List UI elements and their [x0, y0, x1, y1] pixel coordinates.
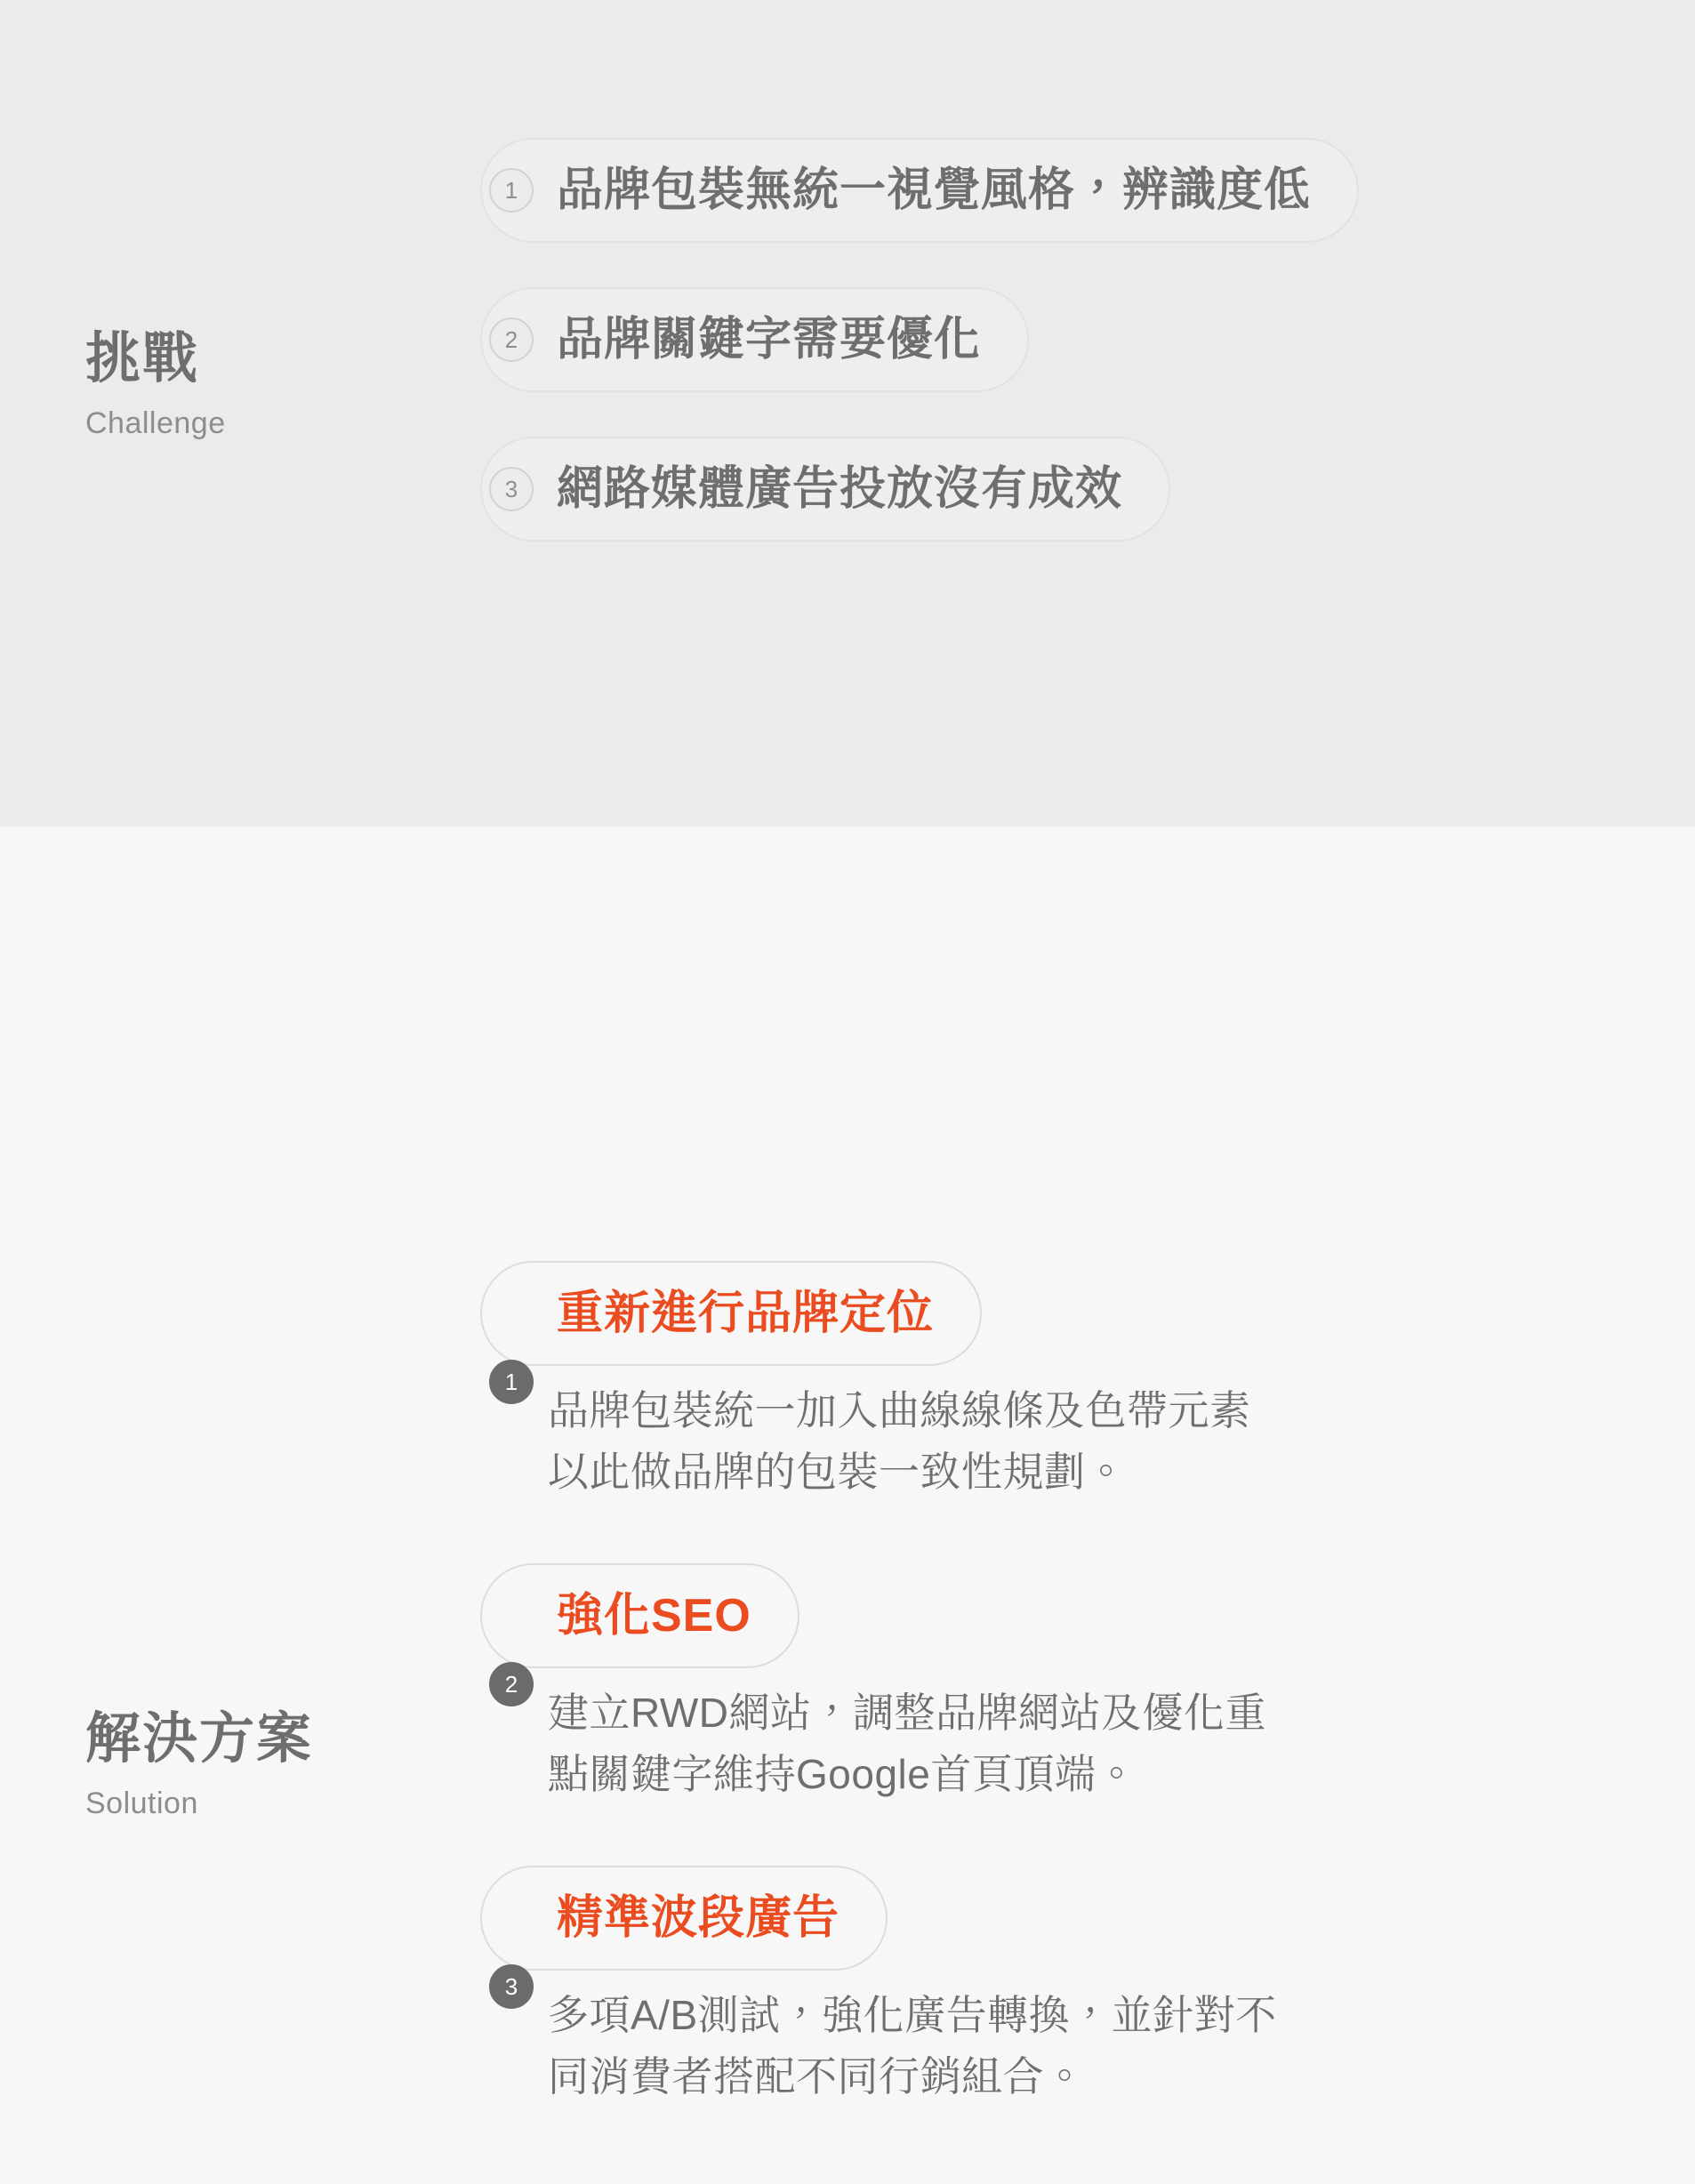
challenge-item-1-number: 1 [489, 168, 534, 213]
solution-item-3-number: 3 [489, 1964, 534, 2009]
solution-item-2[interactable] [480, 1563, 1663, 1805]
challenge-section [0, 0, 1695, 827]
challenge-item-1-pill[interactable] [480, 138, 1359, 243]
solution-heading-zh: 解決方案 [85, 1708, 314, 1770]
solution-item-3-desc-line1: 多項A/B測試，強化廣告轉換，並針對不 [548, 1992, 1277, 2038]
solution-item-3[interactable] [480, 1866, 1663, 2108]
challenge-item-3[interactable] [480, 437, 1663, 542]
spacer [480, 401, 1663, 437]
solution-section [0, 827, 1695, 2184]
solution-item-3-description [548, 1985, 1570, 2108]
challenge-item-2-title: 品牌關鍵字需要優化 [557, 313, 982, 365]
solution-items [480, 1261, 1663, 2116]
solution-item-1-desc-line1: 品牌包裝統一加入曲線線條及色帶元素 [548, 1387, 1251, 1433]
solution-item-1-number: 1 [489, 1360, 534, 1404]
spacer [480, 1512, 1663, 1563]
challenge-item-3-number: 3 [489, 467, 534, 511]
solution-item-3-desc-line2: 同消費者搭配不同行銷組合。 [548, 2053, 1086, 2100]
challenge-item-3-pill[interactable] [480, 437, 1170, 542]
spacer [480, 252, 1663, 287]
solution-item-2-desc-line1: 建立RWD網站，調整品牌網站及優化重 [548, 1690, 1267, 1736]
solution-item-2-number: 2 [489, 1662, 534, 1706]
solution-heading-block [85, 1707, 459, 1821]
solution-item-1-title: 重新進行品牌定位 [557, 1287, 935, 1339]
challenge-item-3-title: 網路媒體廣告投放沒有成效 [557, 462, 1123, 515]
challenge-heading-block [85, 327, 459, 441]
solution-item-2-description [548, 1682, 1570, 1805]
challenge-heading-en: Challenge [85, 406, 226, 441]
solution-item-1-desc-line2: 以此做品牌的包裝一致性規劃。 [548, 1449, 1127, 1495]
solution-heading-en: Solution [85, 1787, 198, 1821]
spacer [480, 1814, 1663, 1866]
solution-item-1-description [548, 1380, 1570, 1503]
solution-item-1[interactable] [480, 1261, 1663, 1503]
challenge-item-2-number: 2 [489, 317, 534, 362]
challenge-item-2-pill[interactable] [480, 287, 1029, 392]
solution-item-2-title: 強化SEO [557, 1589, 751, 1642]
challenge-item-2[interactable] [480, 287, 1663, 392]
challenge-heading-zh: 挑戰 [85, 328, 200, 389]
challenge-item-1-title: 品牌包裝無統一視覺風格，辨識度低 [557, 164, 1312, 216]
solution-item-1-pill[interactable] [480, 1261, 982, 1395]
challenge-item-1[interactable] [480, 138, 1663, 243]
solution-item-3-pill[interactable] [480, 1866, 888, 2000]
solution-item-3-title: 精準波段廣告 [557, 1891, 840, 1944]
solution-item-2-pill[interactable] [480, 1563, 799, 1698]
challenge-items [480, 138, 1663, 550]
solution-item-2-desc-line2: 點關鍵字維持Google首頁頂端。 [548, 1751, 1137, 1797]
